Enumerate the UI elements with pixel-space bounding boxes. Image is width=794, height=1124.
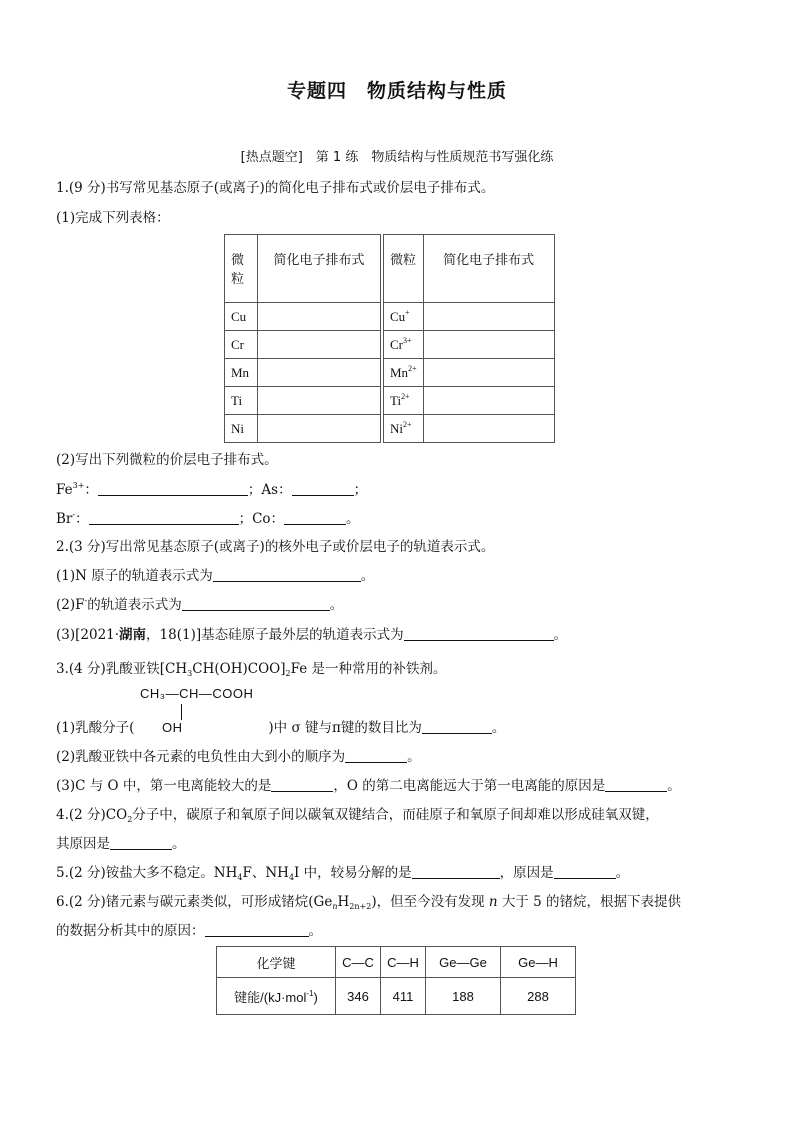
answer-blank[interactable] — [284, 510, 346, 525]
q6-line2: 的数据分析其中的原因： 。 — [56, 923, 322, 939]
particle-ni-ion: $Ni^{2+}$ — [384, 415, 424, 443]
formula-oh: OH — [162, 720, 183, 735]
answer-blank[interactable] — [205, 922, 309, 937]
answer-cell[interactable] — [423, 415, 554, 443]
q3-part1: (1)乳酸分子( )中 σ 键与π键的数目比为 。 — [56, 720, 506, 736]
answer-blank[interactable] — [412, 864, 500, 879]
q1-line-br-co: Br-： ；Co： 。 — [56, 510, 360, 527]
answer-blank[interactable] — [98, 481, 248, 496]
particle-cu-ion: Cu+ — [384, 303, 424, 331]
q2-part3: (3)[2021·湖南，18(1)]基态硅原子最外层的轨道表示式为 。 — [56, 627, 568, 643]
bond-header: Ge—H — [501, 947, 576, 978]
q1-part2: (2)写出下列微粒的价层电子排布式。 — [56, 452, 278, 468]
particle-mn-ion: $Mn^{2+}$ — [384, 359, 424, 387]
answer-cell[interactable] — [258, 303, 381, 331]
answer-blank[interactable] — [213, 567, 361, 582]
answer-blank[interactable] — [554, 864, 616, 879]
answer-cell[interactable] — [258, 359, 381, 387]
answer-cell[interactable] — [258, 331, 381, 359]
bond-energy-value: 346 — [336, 978, 381, 1015]
answer-blank[interactable] — [404, 626, 554, 641]
bond-header: Ge—Ge — [426, 947, 501, 978]
answer-blank[interactable] — [422, 719, 492, 734]
q1-part1: (1)完成下列表格： — [56, 210, 170, 226]
q3-part2: (2)乳酸亚铁中各元素的电负性由大到小的顺序为 。 — [56, 749, 421, 765]
particle-cu: Cu — [225, 303, 258, 331]
bond-energy-label: 键能/(kJ·mol$^{-1}$) — [217, 978, 336, 1015]
particle-cr-ion: $Cr^{3+}$ — [384, 331, 424, 359]
answer-blank[interactable] — [89, 510, 239, 525]
bond-energy-table — [216, 946, 576, 1015]
bond-energy-value: 411 — [381, 978, 426, 1015]
answer-blank[interactable] — [605, 777, 667, 792]
particle-ni: Ni — [225, 415, 258, 443]
particle-ti-ion: $Ti^{2+}$ — [384, 387, 424, 415]
col-particle-right: 微粒 — [384, 235, 424, 303]
q3-stem: 3.(4 分)乳酸亚铁$[CH_3CH(OH)COO]_2Fe$ 是一种常用的补铁剂。 — [56, 661, 447, 678]
answer-blank[interactable] — [271, 777, 333, 792]
q2-part2: (2)F-的轨道表示式为 。 — [56, 596, 344, 613]
particle-ti: Ti — [225, 387, 258, 415]
q1-line-fe-as: $Fe^{3+}$： ；As： ； — [56, 481, 368, 498]
col-particle-left: 微粒 — [225, 235, 258, 303]
q2-part1: (1)N 原子的轨道表示式为 。 — [56, 568, 375, 584]
lactic-acid-structure — [140, 686, 254, 735]
formula-bond-line — [181, 704, 182, 720]
section-subtitle: [热点题空] 第 1 练 物质结构与性质规范书写强化练 — [240, 150, 554, 165]
particle-mn: Mn — [225, 359, 258, 387]
answer-blank[interactable] — [292, 481, 354, 496]
answer-cell[interactable] — [423, 387, 554, 415]
particle-cr: Cr — [225, 331, 258, 359]
bond-header: C—H — [381, 947, 426, 978]
q2-stem: 2.(3 分)写出常见基态原子(或离子)的核外电子或价层电子的轨道表示式。 — [56, 539, 495, 555]
q4-line1: 4.(2 分)$CO_2$分子中，碳原子和氧原子间以碳氧双键结合，而硅原子和氧原子间却难以形成硅氧双键， — [56, 807, 659, 824]
answer-cell[interactable] — [258, 415, 381, 443]
q5-line: 5.(2 分)铵盐大多不稳定。$NH_4F$、$NH_4I$ 中，较易分解的是 ，原因是 。 — [56, 865, 630, 882]
answer-blank[interactable] — [182, 596, 330, 611]
bond-header: 化学键 — [217, 947, 336, 978]
electron-config-table — [224, 234, 555, 443]
answer-cell[interactable] — [423, 359, 554, 387]
answer-cell[interactable] — [423, 331, 554, 359]
answer-cell[interactable] — [258, 387, 381, 415]
bond-energy-value: 288 — [501, 978, 576, 1015]
q1-stem: 1.(9 分)书写常见基态原子(或离子)的简化电子排布式或价层电子排布式。 — [56, 180, 495, 196]
q3-part3: (3)C 与 O 中，第一电离能较大的是 ，O 的第二电离能远大于第一电离能的原因是 。 — [56, 778, 681, 794]
page-title: 专题四 物质结构与性质 — [286, 80, 507, 102]
bond-header: C—C — [336, 947, 381, 978]
q4-line2: 其原因是 。 — [56, 836, 186, 852]
col-config-left: 简化电子排布式 — [258, 235, 381, 303]
formula-chain: CH₃—CH—COOH — [140, 686, 254, 701]
answer-blank[interactable] — [110, 835, 172, 850]
answer-blank[interactable] — [345, 748, 407, 763]
col-config-right: 简化电子排布式 — [423, 235, 554, 303]
q6-line1: 6.(2 分)锗元素与碳元素类似，可形成锗烷$(Ge_nH_{2n+2})$，但至今没有发现 n 大于 5 的锗烷，根据下表提供 — [56, 894, 682, 911]
answer-cell[interactable] — [423, 303, 554, 331]
bond-energy-value: 188 — [426, 978, 501, 1015]
